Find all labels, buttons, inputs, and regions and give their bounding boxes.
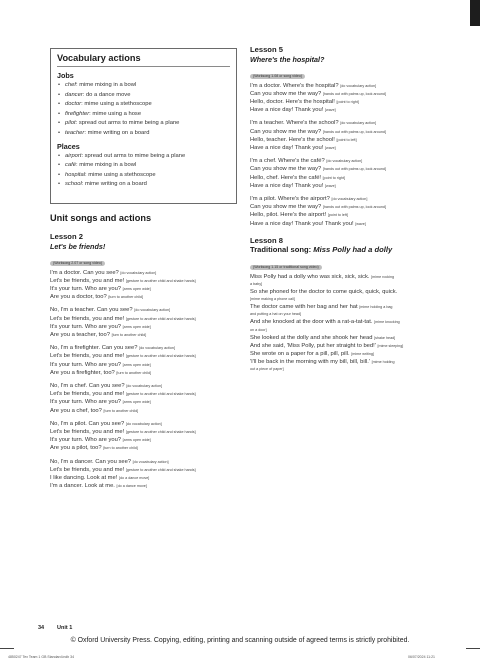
vocab-item <box>57 180 230 190</box>
lesson8-lyrics <box>250 273 455 374</box>
lesson8-audio-tag: (Worksong 1.15 or traditional song video) <box>250 265 322 270</box>
lyric-line <box>250 220 455 228</box>
lyric-line <box>250 311 455 318</box>
action-direction: [do vocabulary action] <box>125 421 162 426</box>
lyric-line <box>250 211 455 219</box>
vocab-word: chef <box>65 82 76 88</box>
lyric-line <box>50 482 250 490</box>
lyric-line <box>50 352 250 360</box>
vocab-action: : spread out arms to mime being a plane <box>81 152 186 159</box>
lyric-line <box>50 474 250 482</box>
action-direction: [point to left] <box>336 137 357 142</box>
lyric-line <box>50 444 250 452</box>
lyric-text: Can you show me the way? <box>250 204 322 211</box>
vocab-word: teacher <box>65 129 85 136</box>
lyric-text: Let's be friends, you and me! <box>50 315 125 322</box>
date-info: 06/07/2024 11:21 <box>408 655 435 659</box>
action-direction: and putting a hat on your head] <box>250 312 302 317</box>
action-direction: [gesture to another child and shake hands] <box>125 316 196 321</box>
action-direction: [do a dance move] <box>116 484 147 489</box>
lyric-line <box>50 428 250 436</box>
lyric-line <box>250 327 455 334</box>
action-direction: [do a dance move] <box>118 475 150 480</box>
lyric-line <box>50 369 250 377</box>
vocab-action: : mime writing on a board <box>84 129 150 136</box>
lyric-line <box>250 157 455 165</box>
lyric-text: Hello, chef. Here's the café! <box>250 174 322 181</box>
crop-mark <box>0 648 14 649</box>
action-direction: [do vocabulary action] <box>340 83 377 88</box>
action-direction: on a door] <box>250 327 267 332</box>
lyric-text: The doctor came with her bag and her hat <box>250 304 358 311</box>
vocab-item <box>57 110 230 120</box>
lyric-stanza <box>50 344 250 377</box>
action-direction: [turn to another child] <box>111 332 147 337</box>
lyric-line <box>250 165 455 173</box>
vocab-word: hospital <box>65 171 85 178</box>
lyric-text: Miss Polly had a dolly who was sick, sick, sick. <box>250 273 370 280</box>
lyric-line <box>50 361 250 369</box>
action-direction: [point to right] <box>322 175 345 180</box>
lyric-line <box>50 323 250 331</box>
lyric-line <box>250 296 455 303</box>
lyric-text: Let's be friends, you and me! <box>50 466 125 473</box>
lesson5-title: Lesson 5 <box>250 45 283 54</box>
action-direction: [turn to another child] <box>116 370 152 375</box>
action-direction: [mime holding <box>371 360 395 365</box>
lyric-line <box>250 281 455 288</box>
lyric-text: Can you show me the way? <box>250 166 322 173</box>
vocab-action: : spread out arms to mime being a plane <box>75 120 180 127</box>
lyric-text: No, I'm a dancer. Can you see? <box>50 458 132 465</box>
vocab-action: : mime using a hose <box>89 110 142 117</box>
action-direction: [gesture to another child and shake hands] <box>125 467 196 472</box>
action-direction: [mime sleeping] <box>377 343 404 348</box>
lyric-text: Have a nice day! Thank you! <box>250 182 324 189</box>
page-number: 34 <box>38 625 45 631</box>
lyric-stanza <box>250 82 455 115</box>
lesson5-lyrics <box>250 82 455 228</box>
lyric-line <box>50 277 250 285</box>
lyric-line <box>50 466 250 474</box>
lyric-stanza <box>250 119 455 152</box>
lyric-line <box>250 174 455 182</box>
action-direction: [wave] <box>325 145 336 150</box>
action-direction: [wave] <box>325 183 336 188</box>
lyric-text: Let's be friends, you and me! <box>50 428 125 435</box>
lyric-stanza <box>250 157 455 190</box>
vocab-word: airport <box>65 152 82 159</box>
action-direction: [mime writing] <box>351 351 374 356</box>
action-direction: [arms open wide] <box>122 438 151 443</box>
vocab-word: firefighter <box>65 110 90 117</box>
lyric-stanza <box>50 382 250 415</box>
lyric-text: And she said, 'Miss Polly, put her straight to bed!' <box>250 342 376 349</box>
vocab-word: school <box>65 181 82 188</box>
lyric-stanza <box>50 306 250 339</box>
lyric-text: Are you a pilot, too? <box>50 445 102 452</box>
lyric-line <box>250 342 455 350</box>
action-direction: [wave] <box>325 108 336 113</box>
jobs-list <box>57 81 230 139</box>
lyric-text: Have a nice day! Thank you! <box>250 144 324 151</box>
unit-label: Unit 1 <box>57 625 73 631</box>
vocab-action: : mime using a stethoscope <box>84 171 156 178</box>
action-direction: [gesture to another child and shake hands] <box>125 354 196 359</box>
lyric-stanza <box>50 420 250 453</box>
lyric-text: I'm a chef. Where's the café? <box>250 158 325 165</box>
action-direction: [shake head] <box>374 335 396 340</box>
lyric-line <box>250 303 455 311</box>
vocab-action: : mime mixing in a bowl <box>75 162 137 169</box>
lyric-text: Are you a chef, too? <box>50 407 102 414</box>
action-direction: [turn to another child] <box>103 446 138 451</box>
vocab-action: : mime mixing in a bowl <box>75 82 137 88</box>
lyric-text: Let's be friends, you and me! <box>50 391 125 398</box>
lyric-line <box>50 382 250 390</box>
lyric-text: It's your turn. Who are you? <box>50 323 122 330</box>
right-column <box>250 45 455 373</box>
vocab-action: : mime using a stethoscope <box>81 101 152 108</box>
places-list <box>57 152 230 190</box>
action-direction: [point to left] <box>327 213 348 218</box>
lyric-text: Let's be friends, you and me! <box>50 353 125 360</box>
lyric-text: She looked at the dolly and she shook her head <box>250 334 373 341</box>
action-direction: [point to right] <box>336 99 359 104</box>
lyric-text: Can you show me the way? <box>250 128 322 135</box>
action-direction: [mime knocking <box>374 320 400 325</box>
lyric-line <box>250 366 455 373</box>
crop-mark <box>466 648 480 649</box>
action-direction: [do vocabulary action] <box>340 121 377 126</box>
action-direction: [gesture to another child and shake hands] <box>125 429 196 434</box>
lyric-line <box>250 98 455 106</box>
lyric-text: And she knocked at the door with a rat-a-tat-tat. <box>250 319 373 326</box>
lyric-text: I'm a doctor. Can you see? <box>50 269 119 276</box>
vocab-action: : do a dance move <box>82 91 131 98</box>
action-direction: [gesture to another child and shake hands] <box>125 278 196 283</box>
action-direction: [hands out with palms up, look around] <box>322 91 386 96</box>
vocab-item <box>57 81 230 91</box>
page-corner-tab <box>470 0 480 26</box>
lyric-line <box>250 82 455 90</box>
lyric-text: Are you a firefighter, too? <box>50 369 115 376</box>
jobs-heading: Jobs <box>57 71 74 80</box>
lesson2-title: Lesson 2 <box>50 232 83 241</box>
lyric-line <box>50 407 250 415</box>
lesson5-audio-tag: (Worksong 1.08 or song video) <box>250 74 305 79</box>
vocab-word: doctor <box>65 101 82 108</box>
action-direction: [do vocabulary action] <box>326 159 363 164</box>
lyric-line <box>250 106 455 114</box>
lyric-line <box>250 203 455 211</box>
lyric-stanza <box>250 195 455 228</box>
lyric-text: Are you a teacher, too? <box>50 331 110 338</box>
lyric-line <box>250 144 455 152</box>
lyric-stanza <box>50 458 250 491</box>
action-direction: [hands out with palms up, look around] <box>322 167 386 172</box>
vocab-item <box>57 161 230 171</box>
action-direction: [do vocabulary action] <box>132 459 169 464</box>
vocabulary-title: Vocabulary actions <box>57 53 230 67</box>
action-direction: [arms open wide] <box>122 286 151 291</box>
lyric-line <box>250 288 455 296</box>
lyric-text: I'm a teacher. Where's the school? <box>250 120 339 127</box>
vocab-item <box>57 100 230 110</box>
lyric-text: I'm a doctor. Where's the hospital? <box>250 82 339 89</box>
lyric-stanza <box>50 269 250 302</box>
copyright-notice: © Oxford University Press. Copying, editing, printing and scanning outside of agreed terms is strictly prohibited. <box>70 637 410 644</box>
lyric-line <box>250 136 455 144</box>
action-direction: [arms open wide] <box>122 362 151 367</box>
lyric-text: She wrote on a paper for a pill, pill, pill. <box>250 350 350 357</box>
lyric-text: It's your turn. Who are you? <box>50 361 122 368</box>
lyric-line <box>250 119 455 127</box>
vocab-item <box>57 171 230 181</box>
lyric-text: No, I'm a teacher. Can you see? <box>50 307 133 314</box>
vocab-item <box>57 119 230 129</box>
action-direction: out a piece of paper] <box>250 367 284 372</box>
lesson2-subtitle: Let's be friends! <box>50 241 106 251</box>
vocab-item <box>57 129 230 139</box>
action-direction: [mime rocking <box>371 274 395 279</box>
vocabulary-actions-box <box>50 48 237 204</box>
lyric-text: No, I'm a chef. Can you see? <box>50 382 125 389</box>
vocab-word: dancer <box>65 91 83 98</box>
vocab-word: pilot <box>65 120 76 127</box>
lyric-line <box>250 273 455 281</box>
lyric-text: I'm a dancer. Look at me. <box>50 483 115 490</box>
vocab-word: café <box>65 162 76 169</box>
lyric-line <box>50 390 250 398</box>
lesson8-title: Lesson 8 <box>250 235 283 245</box>
lyric-text: Have a nice day! Thank you! <box>250 107 324 114</box>
lyric-text: No, I'm a firefighter. Can you see? <box>50 345 138 352</box>
vocab-item <box>57 152 230 162</box>
lyric-text: So she phoned for the doctor to come quick, quick, quick. <box>250 288 398 295</box>
lyric-text: Let's be friends, you and me! <box>50 277 125 284</box>
lyric-text: I'm a pilot. Where's the airport? <box>250 195 330 202</box>
lyric-line <box>50 436 250 444</box>
lyric-text: Hello, pilot. Here's the airport! <box>250 212 327 219</box>
vocab-item <box>57 91 230 101</box>
action-direction: [gesture to another child and shake hands] <box>125 392 196 397</box>
lyric-text: No, I'm a pilot. Can you see? <box>50 420 125 427</box>
lyric-line <box>50 269 250 277</box>
action-direction: [wave] <box>355 221 366 226</box>
lesson8-song-name: Miss Polly had a dolly <box>313 245 393 255</box>
vocab-action: : mime writing on a board <box>81 181 147 188</box>
lyric-line <box>50 398 250 406</box>
lyric-text: 'I'll be back in the morning with my bill, bill, bill.' <box>250 359 370 366</box>
lyric-text: Have a nice day! Thank you! Thank you! <box>250 220 354 227</box>
lesson2-audio-tag: (Worksong 2.07 or song video) <box>50 261 105 266</box>
lyric-line <box>250 195 455 203</box>
action-direction: [hands out with palms up, look around] <box>322 205 386 210</box>
action-direction: [mime holding a bag <box>359 305 393 310</box>
lyric-line <box>50 306 250 314</box>
lyric-text: Hello, teacher. Here's the school! <box>250 136 335 143</box>
lyric-line <box>50 293 250 301</box>
action-direction: [arms open wide] <box>122 400 151 405</box>
lyric-line <box>250 334 455 342</box>
places-heading: Places <box>57 141 80 151</box>
lesson5-subtitle: Where's the hospital? <box>250 54 325 64</box>
lyric-line <box>250 90 455 98</box>
action-direction: [turn to another child] <box>103 408 139 413</box>
lyric-line <box>50 331 250 339</box>
lyric-line <box>50 315 250 323</box>
action-direction: [hands out with palms up, look around] <box>322 129 386 134</box>
action-direction: [do vocabulary action] <box>139 346 175 351</box>
file-info: 4850247 Tex Team 1 GB Standard.indb 34 <box>8 655 75 659</box>
lyric-line <box>50 285 250 293</box>
lesson8-subtitle-prefix: Traditional song: <box>250 245 314 255</box>
lesson8-subtitle <box>250 245 455 255</box>
lyric-text: Are you a doctor, too? <box>50 294 107 301</box>
action-direction: [do vocabulary action] <box>331 196 368 201</box>
lyric-text: It's your turn. Who are you? <box>50 399 122 406</box>
lyric-line <box>250 358 455 366</box>
lyric-line <box>50 344 250 352</box>
action-direction: [do vocabulary action] <box>126 383 163 388</box>
lyric-line <box>250 182 455 190</box>
lyric-line <box>250 318 455 326</box>
lyric-text: It's your turn. Who are you? <box>50 437 122 444</box>
action-direction: [do vocabulary action] <box>134 308 171 313</box>
action-direction: [turn to another child] <box>108 295 143 300</box>
lyric-text: Hello, doctor. Here's the hospital! <box>250 98 335 105</box>
lyric-line <box>250 128 455 136</box>
lesson2-lyrics <box>50 269 250 491</box>
lyric-text: Can you show me the way? <box>250 90 322 97</box>
action-direction: [arms open wide] <box>122 324 151 329</box>
action-direction: [mime making a phone call] <box>250 297 295 302</box>
lyric-line <box>50 458 250 466</box>
action-direction: a baby] <box>250 281 263 286</box>
lyric-text: I like dancing. Look at me! <box>50 474 118 481</box>
unit-songs-heading: Unit songs and actions <box>50 213 152 223</box>
unit-songs-section <box>50 212 250 495</box>
lyric-text: It's your turn. Who are you? <box>50 285 122 292</box>
lyric-line <box>250 350 455 358</box>
lyric-line <box>50 420 250 428</box>
action-direction: [do vocabulary action] <box>120 270 157 275</box>
